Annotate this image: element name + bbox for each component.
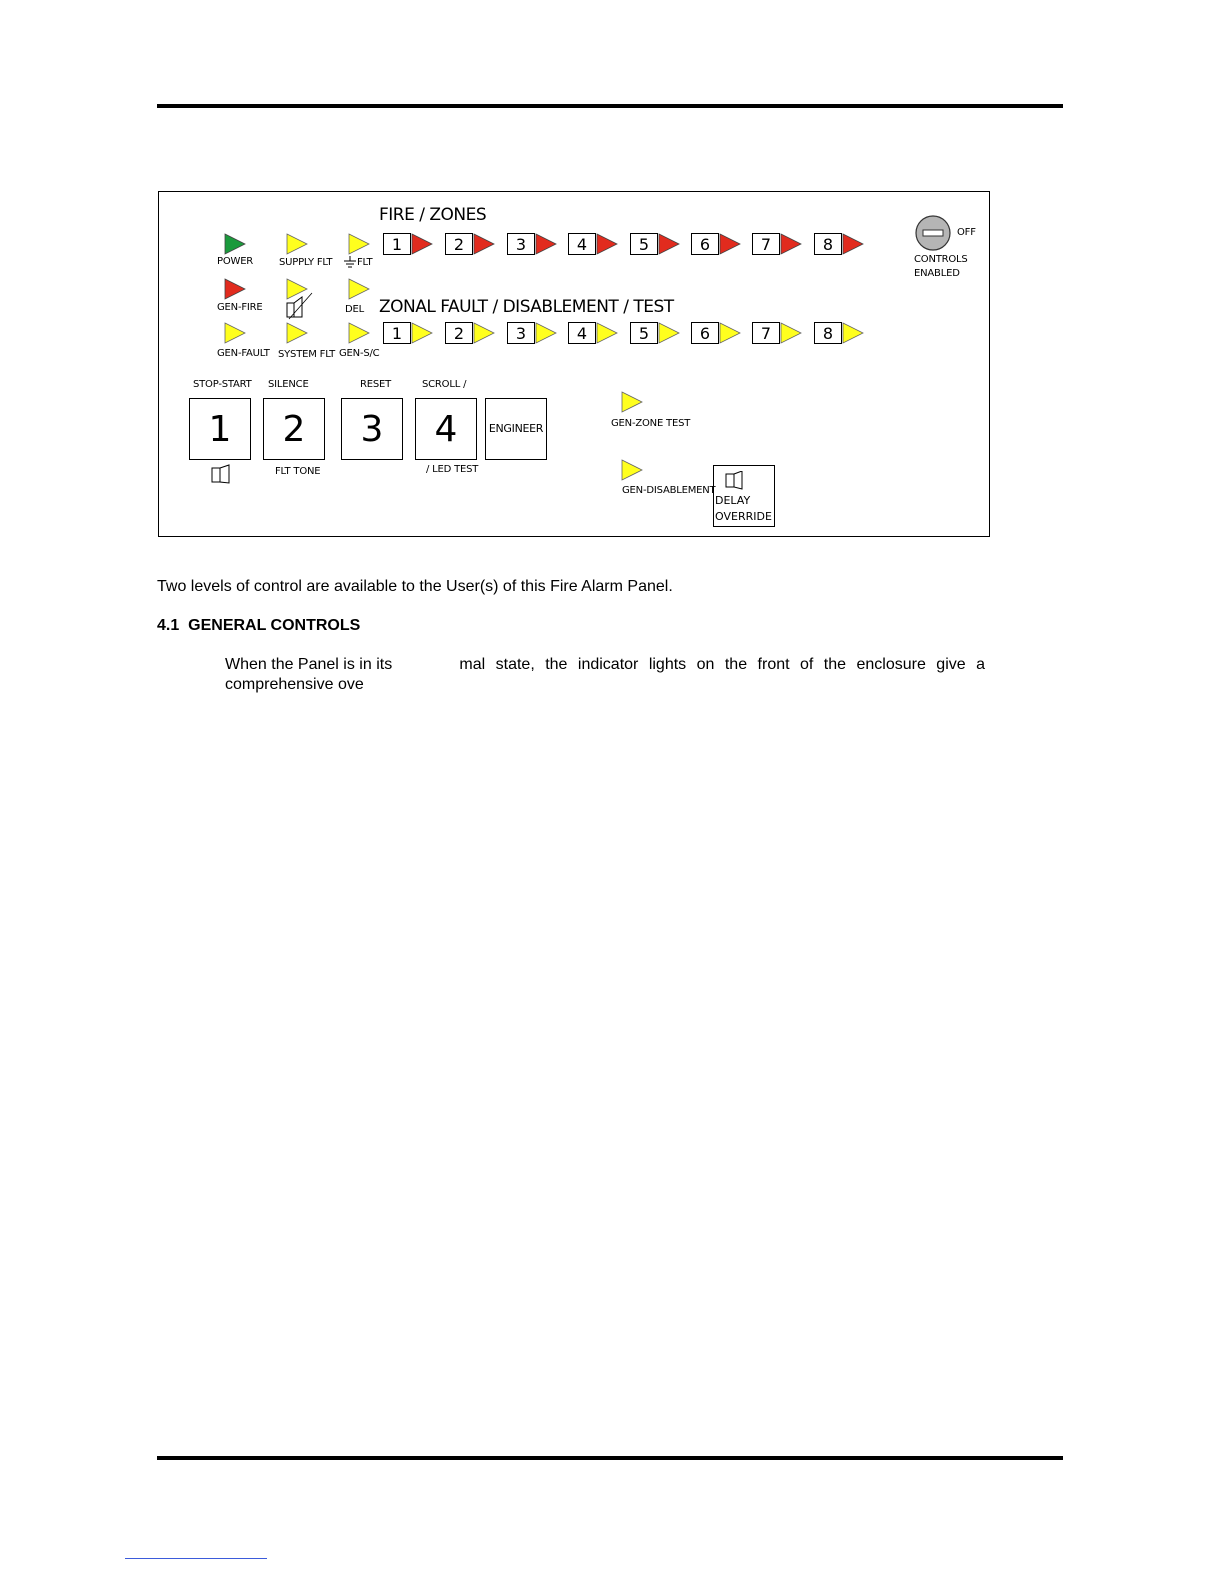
paragraph-line-2: comprehensive ove (225, 676, 364, 693)
fault-zone-led-icon (719, 322, 741, 344)
fault-zone-led-icon (842, 322, 864, 344)
controls-enabled-label-1: CONTROLS (914, 254, 968, 265)
fire-zone-8: 8 (814, 233, 894, 257)
zonal-fault-heading: ZONAL FAULT / DISABLEMENT / TEST (379, 297, 674, 317)
system-fault-led-icon (286, 322, 308, 344)
scroll-label: SCROLL / (422, 379, 467, 390)
earth-fault-label: FLT (357, 257, 373, 268)
controls-enabled-label-2: ENABLED (914, 268, 960, 279)
general-controls-paragraph (225, 655, 985, 695)
fault-zone-led-icon (473, 322, 495, 344)
supply-fault-led-icon (286, 233, 308, 255)
gen-short-circuit-led-icon (348, 322, 370, 344)
fault-zone-4: 4 (568, 322, 648, 346)
delay-override-line1: DELAY (715, 494, 751, 507)
key-3-reset-button[interactable]: 3 (341, 398, 403, 460)
sounder-icon (725, 471, 747, 491)
earth-fault-led-icon (348, 233, 370, 255)
gen-sc-label: GEN-S/C (339, 348, 380, 359)
paragraph-line-1 (225, 655, 985, 675)
delay-label: DEL (345, 304, 364, 315)
supply-fault-label: SUPPLY FLT (279, 257, 333, 268)
footer-rule (157, 1456, 1063, 1460)
fault-zone-8: 8 (814, 322, 894, 346)
footer-link-underline[interactable] (125, 1558, 267, 1559)
stop-start-label: STOP-START (193, 379, 252, 390)
fault-zone-led-icon (411, 322, 433, 344)
section-heading (157, 617, 360, 635)
fire-zone-5: 5 (630, 233, 710, 257)
fire-zone-led-icon (658, 233, 680, 255)
engineer-button[interactable]: ENGINEER (485, 398, 547, 460)
power-label: POWER (217, 256, 254, 267)
delay-override-button[interactable] (713, 465, 775, 527)
header-rule (157, 104, 1063, 108)
gen-zone-test-label: GEN-ZONE TEST (611, 418, 691, 429)
fault-zone-5: 5 (630, 322, 710, 346)
led-test-label: / LED TEST (426, 464, 479, 475)
silence-label: SILENCE (268, 379, 309, 390)
fire-zone-led-icon (780, 233, 802, 255)
sounder-icon (211, 464, 233, 484)
fault-zone-2: 2 (445, 322, 525, 346)
fault-zone-led-icon (535, 322, 557, 344)
earth-ground-icon (343, 256, 357, 268)
fault-zone-led-icon (780, 322, 802, 344)
fault-tone-label: FLT TONE (275, 466, 321, 477)
gen-zone-test-led-icon (621, 391, 643, 413)
fire-zone-led-icon (719, 233, 741, 255)
paragraph-line-1b: mal state, the indicator lights on the front of the enclosure give a (459, 656, 985, 673)
fault-zone-3: 3 (507, 322, 587, 346)
fire-zone-3: 3 (507, 233, 587, 257)
fire-zone-4: 4 (568, 233, 648, 257)
fire-zone-led-icon (411, 233, 433, 255)
sounder-muted-icon (285, 292, 315, 320)
delay-led-icon (348, 278, 370, 300)
keyswitch-icon[interactable] (914, 214, 952, 252)
intro-paragraph: Two levels of control are available to the User(s) of this Fire Alarm Panel. (157, 578, 673, 595)
fire-zone-led-icon (535, 233, 557, 255)
paragraph-line-1a: When the Panel is in its (225, 656, 393, 673)
gen-fault-led-icon (224, 322, 246, 344)
gen-disablement-led-icon (621, 459, 643, 481)
fault-zone-led-icon (658, 322, 680, 344)
fire-zone-2: 2 (445, 233, 525, 257)
section-title: GENERAL CONTROLS (188, 617, 361, 634)
gen-fire-led-icon (224, 278, 246, 300)
fire-zone-led-icon (473, 233, 495, 255)
fire-zones-heading: FIRE / ZONES (379, 205, 487, 225)
key-2-silence-button[interactable]: 2 (263, 398, 325, 460)
reset-label: RESET (360, 379, 392, 390)
gen-fault-label: GEN-FAULT (217, 348, 270, 359)
fault-zone-1: 1 (383, 322, 463, 346)
fire-zone-1: 1 (383, 233, 463, 257)
gen-disablement-label: GEN-DISABLEMENT (622, 485, 716, 496)
section-number: 4.1 (157, 617, 180, 634)
fire-zone-led-icon (842, 233, 864, 255)
fire-zone-7: 7 (752, 233, 832, 257)
fault-zone-7: 7 (752, 322, 832, 346)
power-led-icon (224, 233, 246, 255)
fault-zone-led-icon (596, 322, 618, 344)
keyswitch-off-label: OFF (957, 227, 976, 238)
system-fault-label: SYSTEM FLT (278, 349, 336, 360)
control-panel-diagram (158, 191, 990, 537)
fire-zone-6: 6 (691, 233, 771, 257)
delay-override-line2: OVERRIDE (715, 510, 772, 523)
key-4-scroll-button[interactable]: 4 (415, 398, 477, 460)
fault-zone-6: 6 (691, 322, 771, 346)
fire-zone-led-icon (596, 233, 618, 255)
key-1-stop-start-button[interactable]: 1 (189, 398, 251, 460)
gen-fire-label: GEN-FIRE (217, 302, 263, 313)
